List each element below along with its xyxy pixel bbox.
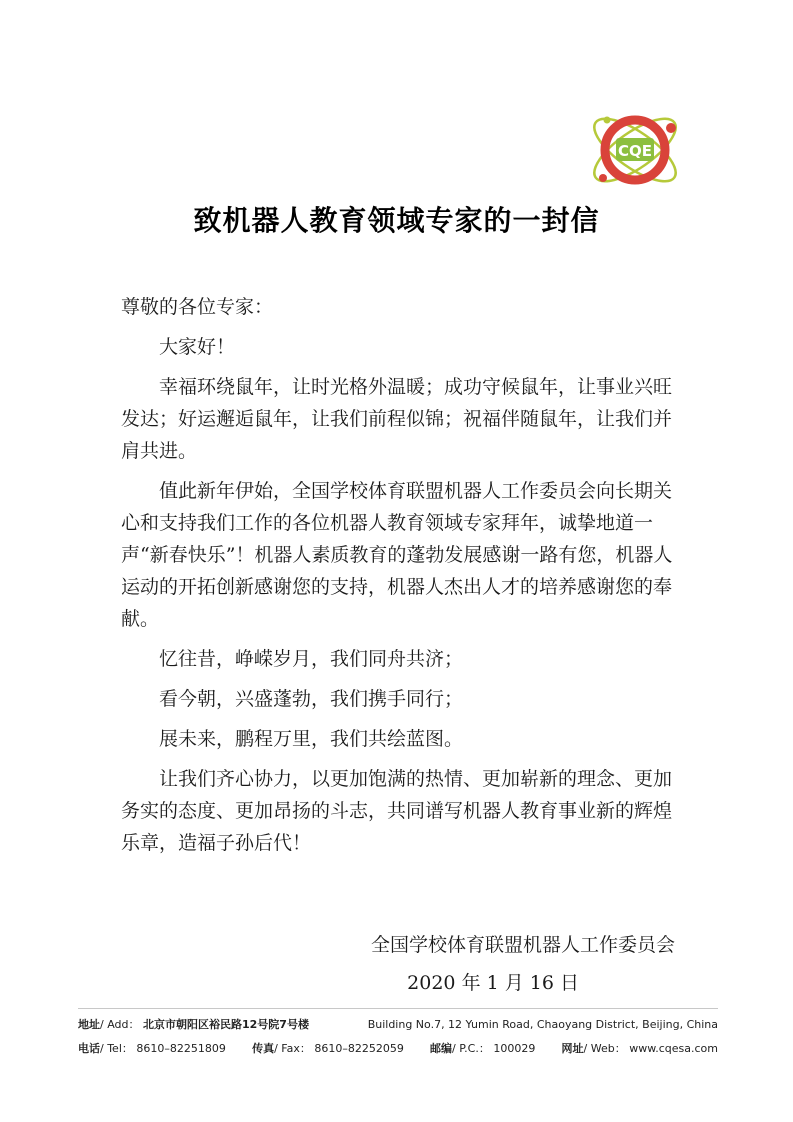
fax-label-en: / Fax：: [274, 1042, 311, 1055]
footer-postcode: [430, 1041, 535, 1057]
tel-value: 8610–82251809: [136, 1042, 226, 1055]
postcode-label: 邮编: [430, 1042, 453, 1055]
footer-address-cn: [78, 1017, 309, 1033]
address-label: 地址: [78, 1018, 100, 1031]
past-line: 忆往昔，峥嵘岁月，我们同舟共济；: [159, 648, 464, 670]
fax-label: 传真: [252, 1042, 275, 1055]
closing-paragraph: 让我们齐心协力，以更加饱满的热情、更加崭新的理念、更加务实的态度、更加昂扬的斗志，共同谱写机器人教育事业新的辉煌乐章，造福子孙后代！: [121, 768, 673, 854]
footer-contact-line: [78, 1041, 718, 1057]
web-label: 网址: [561, 1042, 584, 1055]
thanks-paragraph: 值此新年伊始，全国学校体育联盟机器人工作委员会向长期关心和支持我们工作的各位机器人教育领域专家拜年，诚挚地道一声“新春快乐”！机器人素质教育的蓬勃发展感谢一路有您，机器人运动的开拓创新感谢您的支持，机器人杰出人才的培养感谢您的奉献。: [121, 480, 673, 630]
greeting-paragraph: 大家好！: [159, 336, 236, 358]
page-title: 致机器人教育领域专家的一封信: [193, 204, 600, 237]
address-cn: 北京市朝阳区裕民路12号院7号楼: [143, 1018, 309, 1031]
tel-label-en: / Tel：: [100, 1042, 133, 1055]
footer-tel: [78, 1041, 226, 1057]
fax-value: 8610–82252059: [314, 1042, 404, 1055]
blessing-paragraph: 幸福环绕鼠年，让时光格外温暖；成功守候鼠年，让事业兴旺发达；好运邂逅鼠年，让我们前程似锦；祝福伴随鼠年，让我们并肩共进。: [121, 376, 673, 462]
footer-web: [562, 1041, 718, 1057]
letter-date: 2020 年 1 月 16 日: [407, 972, 579, 994]
footer-fax: [252, 1041, 404, 1057]
postcode-label-en: / P.C.：: [452, 1042, 490, 1055]
future-line: 展未来，鹏程万里，我们共绘蓝图。: [159, 728, 464, 750]
web-link[interactable]: www.cqesa.com: [629, 1042, 718, 1055]
tel-label: 电话: [78, 1042, 100, 1055]
logo-text: CQE: [617, 142, 653, 160]
cqe-logo: [585, 100, 685, 200]
salutation: 尊敬的各位专家：: [121, 296, 274, 318]
present-line: 看今朝，兴盛蓬勃，我们携手同行；: [159, 688, 464, 710]
footer-divider: [78, 1008, 718, 1009]
address-en: Building No.7, 12 Yumin Road, Chaoyang District, Beijing, China: [367, 1018, 718, 1031]
address-label-en: / Add：: [100, 1018, 140, 1031]
signature: 全国学校体育联盟机器人工作委员会: [370, 934, 675, 956]
letter-body: [121, 291, 677, 867]
postcode-value: 100029: [493, 1042, 536, 1055]
web-label-en: / Web：: [583, 1042, 626, 1055]
footer-address-line: [78, 1017, 718, 1033]
